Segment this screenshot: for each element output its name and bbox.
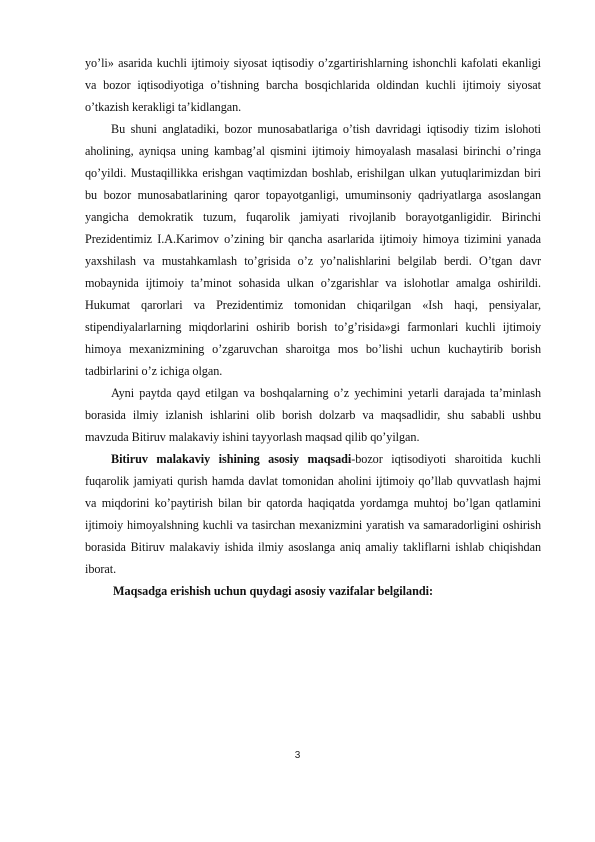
goal-text: -bozor iqtisodiyoti sharoitida kuchli fuqarolik jamiyati qurish hamda davlat tomonidan aholini ijtimoiy qo’llab quvvatlash hajmi va miqdorini ko’paytirish bilan bir qatorda haqiqatda yordamga muhtoj bo’lgan qatlamini ijtimoiy himoyalshning kuchli va tasirchan mexanizmini yaratish va samaradorligini oshirish borasida Bitiruv malakaviy ishida ilmiy asoslanga aniq amaliy takliflarni ishlab chiqishdan iborat. — [85, 452, 541, 576]
paragraph-continuation: yo’li» asarida kuchli ijtimoiy siyosat iqtisodiy o’zgartirishlarning ishonchli kafolati ekanligi va bozor iqtisodiyotiga o’tishning barcha bosqichlarida oldindan kuchli ijtimoiy siyosat o’tkazish kerakligi ta’kidlangan. — [85, 56, 541, 114]
paragraph-social-protection: Bu shuni anglatadiki, bozor munosabatlariga o’tish davridagi iqtisodiy tizim islohoti aholining, ayniqsa uning kambag’al qismini ijtimoiy himoyalash masalasi birinchi o’ringa qo’yildi. Mustaqillikka erishgan vaqtimizdan boshlab, erishilgan ulkan yutuqlarimizdan biri bu bozor munosabatlarining qaror topayotganligi, umuminsoniy qadriyatlarga asoslangan yangicha demokratik tuzum, fuqarolik jamiyati rivojlanib borayotganligidir. Birinchi Prezidentimiz I.A.Karimov o’zining bir qancha asarlarida ijtimoiy himoya tizimini yanada yaxshilash va mustahkamlash to’grisida o’z yo’nalishlarini belgilab berdi. O’tgan davr mobaynida ijtimoiy ta’minot sohasida ulkan o’zgarishlar va islohotlar amalga oshirildi. Hukumat qarorlari va Prezidentimiz tomonidan chiqarilgan «Ish haqi, pensiyalar, stipendiyalarlarning miqdorlarini oshirib borish to’g’risida»gi farmonlari kuchli ijtimoiy himoya mexanizmining o’zgaruvchan sharoitga mos bo’lishi uchun kuchaytirib borish tadbirlarini o’z ichiga olgan. — [85, 122, 541, 378]
paragraph-research-goal — [85, 448, 541, 580]
tasks-heading: Maqsadga erishish uchun quydagi asosiy vazifalar belgilandi: — [113, 584, 434, 598]
page-number: 3 — [294, 750, 301, 761]
paragraph-research-relevance: Ayni paytda qayd etilgan va boshqalarning o’z yechimini yetarli darajada ta’minlash borasida ilmiy izlanish ishlarini olib borish dolzarb va maqsadlidir, shu sababli ushbu mavzuda Bitiruv malakaviy ishini tayyorlash maqsad qilib qo’yilgan. — [85, 386, 541, 444]
document-page — [85, 52, 541, 602]
goal-bold-lead: Bitiruv malakaviy ishining asosiy maqsadi — [111, 452, 352, 466]
